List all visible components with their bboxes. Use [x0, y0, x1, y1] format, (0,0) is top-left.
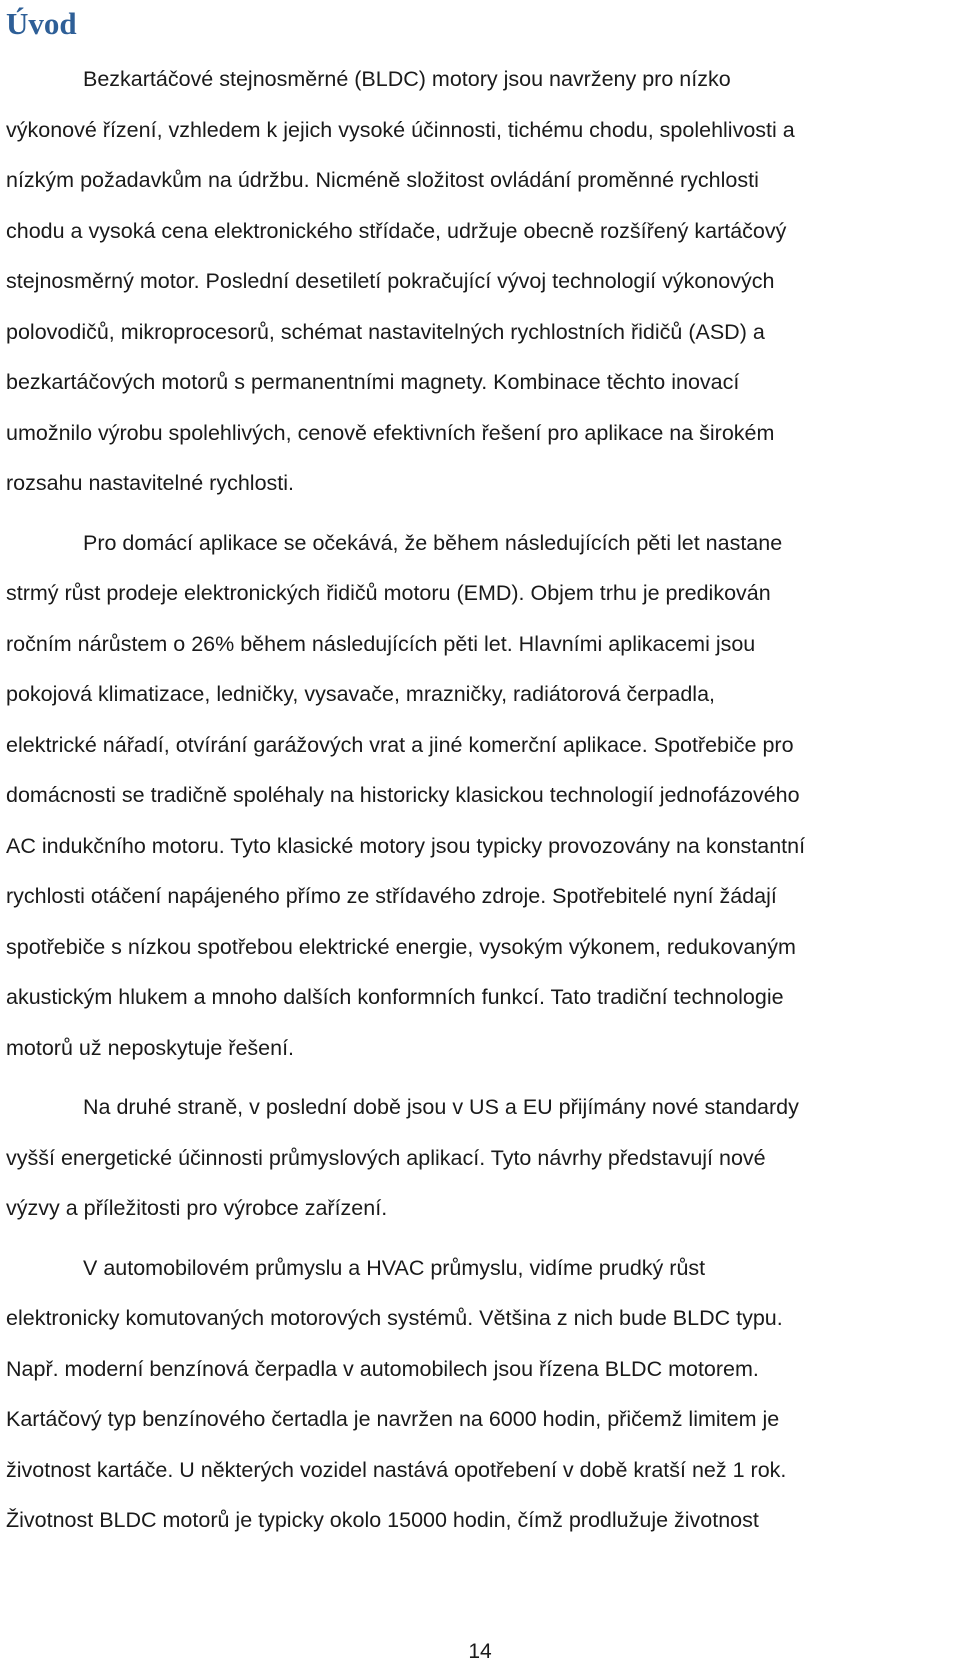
page-number: 14 — [468, 1640, 492, 1663]
text-line: bezkartáčových motorů s permanentními magnety. Kombinace těchto inovací — [6, 370, 740, 394]
text-line: strmý růst prodeje elektronických řidičů motoru (EMD). Objem trhu je predikován — [6, 581, 771, 605]
text-line: stejnosměrný motor. Poslední desetiletí pokračující vývoj technologií výkonových — [6, 269, 775, 293]
paragraph — [6, 54, 946, 509]
paragraph — [6, 518, 946, 1074]
text-line: Životnost BLDC motorů je typicky okolo 15000 hodin, čímž prodlužuje životnost — [6, 1508, 759, 1532]
text-line: nízkým požadavkům na údržbu. Nicméně složitost ovládání proměnné rychlosti — [6, 168, 759, 192]
text-line: výkonové řízení, vzhledem k jejich vysoké účinnosti, tichému chodu, spolehlivosti a — [6, 117, 795, 142]
text-line: motorů už neposkytuje řešení. — [6, 1035, 295, 1060]
text-line: rychlosti otáčení napájeného přímo ze střídavého zdroje. Spotřebitelé nyní žádají — [6, 884, 777, 908]
text-line: chodu a vysoká cena elektronického střídače, udržuje obecně rozšířený kartáčový — [6, 218, 787, 243]
text-line: vyšší energetické účinnosti průmyslových aplikací. Tyto návrhy představují nové — [6, 1145, 766, 1170]
text-line: polovodičů, mikroprocesorů, schémat nastavitelných rychlostních řidičů (ASD) a — [6, 319, 765, 344]
text-line: Pro domácí aplikace se očekává, že během následujících pěti let nastane — [83, 530, 783, 555]
text-line: pokojová klimatizace, ledničky, vysavače, mrazničky, radiátorová čerpadla, — [6, 682, 716, 706]
text-line: Na druhé straně, v poslední době jsou v US a EU přijímány nové standardy — [83, 1095, 799, 1119]
text-line: elektrické nářadí, otvírání garážových vrat a jiné komerční aplikace. Spotřebiče pro — [6, 732, 794, 757]
paragraph — [6, 1243, 946, 1546]
text-line: akustickým hlukem a mnoho dalších konformních funkcí. Tato tradiční technologie — [6, 985, 784, 1009]
text-line: Kartáčový typ benzínového čertadla je navržen na 6000 hodin, přičemž limitem je — [6, 1407, 780, 1431]
text-line: rozsahu nastavitelné rychlosti. — [6, 471, 295, 495]
text-line: Bezkartáčové stejnosměrné (BLDC) motory jsou navrženy pro nízko — [83, 67, 731, 91]
paragraph — [6, 1082, 946, 1234]
text-line: výzvy a příležitosti pro výrobce zařízení. — [6, 1196, 388, 1220]
text-line: AC indukčního motoru. Tyto klasické motory jsou typicky provozovány na konstantní — [6, 833, 806, 858]
text-line: ročním nárůstem o 26% během následujících pěti let. Hlavními aplikacemi jsou — [6, 631, 756, 656]
text-line: domácnosti se tradičně spoléhaly na historicky klasickou technologií jednofázového — [6, 783, 800, 807]
section-heading: Úvod — [6, 6, 77, 41]
body-text — [6, 54, 946, 1555]
text-line: spotřebiče s nízkou spotřebou elektrické energie, vysokým výkonem, redukovaným — [6, 934, 796, 959]
text-line: elektronicky komutovaných motorových systémů. Většina z nich bude BLDC typu. — [6, 1306, 783, 1330]
text-line: Např. moderní benzínová čerpadla v automobilech jsou řízena BLDC motorem. — [6, 1356, 759, 1381]
text-line: životnost kartáče. U některých vozidel nastává opotřebení v době kratší než 1 rok. — [6, 1457, 787, 1482]
text-line: V automobilovém průmyslu a HVAC průmyslu, vidíme prudký růst — [83, 1255, 706, 1280]
text-line: umožnilo výrobu spolehlivých, cenově efektivních řešení pro aplikace na širokém — [6, 420, 775, 445]
